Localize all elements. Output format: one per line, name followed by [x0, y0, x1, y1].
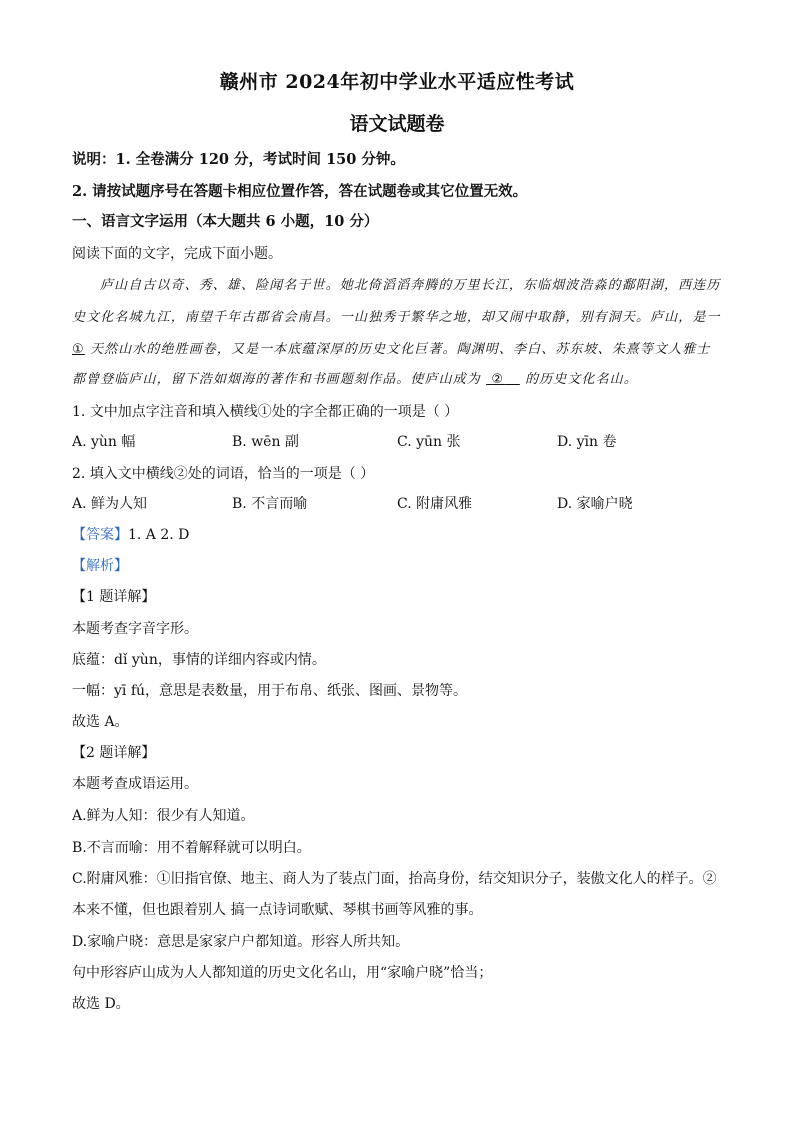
reading-lead: 阅读下面的文字，完成下面小题。 [72, 246, 282, 262]
q2-option-a: A. 鲜为人知 [72, 496, 148, 512]
exam-title: 赣州市 2024年初中学业水平适应性考试 [219, 71, 575, 93]
detail-2-line: D.家喻户晓：意思是家家户户都知道。形容人所共知。 [72, 934, 410, 950]
detail-2-line: 本来不懂，但也跟着别人 搞一点诗词歌赋、琴棋书画等风雅的事。 [72, 902, 483, 918]
passage-line-1: 庐山自古以奇、秀、雄、险闻名于世。她北倚滔滔奔腾的万里长江，东临烟波浩淼的鄱阳湖，西连历 [100, 278, 721, 293]
passage-line-3: ① 天然山水的绝胜画卷，又是一本底蕴深厚的历史文化巨著。陶渊明、李白、苏东坡、朱熹等文人雅士 [72, 342, 711, 357]
q1-option-d: D. yīn 卷 [557, 434, 617, 450]
blank-2: ② [491, 372, 505, 387]
passage-line-4: 都曾登临庐山，留下浩如烟海的著作和书画题刻作品。使庐山成为 ② 的历史文化名山。 [72, 372, 638, 387]
detail-1-line: 故选 A。 [72, 714, 129, 730]
passage-line-2: 史文化名城九江，南望千年古郡省会南昌。一山独秀于繁华之地，却又闹中取静，别有洞天。庐山，是一 [72, 310, 721, 325]
question-2-stem: 2. 填入文中横线②处的词语，恰当的一项是（ ） [72, 466, 375, 482]
blank-1: ① [72, 342, 85, 357]
detail-2-label: 【2 题详解】 [72, 745, 156, 761]
instruction-1: 说明：1. 全卷满分 120 分，考试时间 150 分钟。 [72, 151, 405, 168]
detail-1-line: 本题考查字音字形。 [72, 621, 198, 637]
answer-label: 【答案】 [72, 527, 128, 543]
detail-1-line: 一幅：yī fú，意思是表数量，用于布帛、纸张、图画、景物等。 [72, 683, 468, 699]
answer-line [72, 525, 722, 545]
question-1-stem: 1. 文中加点字注音和填入横线①处的字全都正确的一项是（ ） [72, 404, 459, 420]
answer-text: 1. A 2. D [128, 527, 190, 543]
detail-2-line: B.不言而喻：用不着解释就可以明白。 [72, 840, 311, 856]
instruction-2: 2. 请按试题序号在答题卡相应位置作答，答在试题卷或其它位置无效。 [72, 183, 528, 200]
q2-option-b: B. 不言而喻 [232, 496, 308, 512]
detail-2-line: 句中形容庐山成为人人都知道的历史文化名山，用“家喻户晓”恰当； [72, 965, 493, 981]
q2-option-c: C. 附庸风雅 [397, 496, 473, 512]
analysis-label: 【解析】 [72, 558, 128, 574]
paper-subtitle: 语文试题卷 [349, 113, 445, 135]
q1-option-a: A. yùn 幅 [72, 434, 136, 450]
q1-option-b: B. wēn 副 [232, 434, 299, 450]
q2-option-d: D. 家喻户晓 [557, 496, 633, 512]
detail-2-line: C.附庸风雅：①旧指官僚、地主、商人为了装点门面，抬高身份，结交知识分子，装傲文化人的样子。② [72, 871, 717, 887]
detail-1-line: 底蕴：dǐ yùn，事情的详细内容或内情。 [72, 652, 326, 668]
detail-2-line: 本题考查成语运用。 [72, 776, 198, 792]
detail-2-line: A.鲜为人知：很少有人知道。 [72, 808, 255, 824]
detail-1-label: 【1 题详解】 [72, 589, 156, 605]
section-heading: 一、语言文字运用（本大题共 6 小题，10 分） [72, 213, 379, 230]
detail-2-line: 故选 D。 [72, 996, 130, 1012]
q1-option-c: C. yūn 张 [397, 434, 461, 450]
